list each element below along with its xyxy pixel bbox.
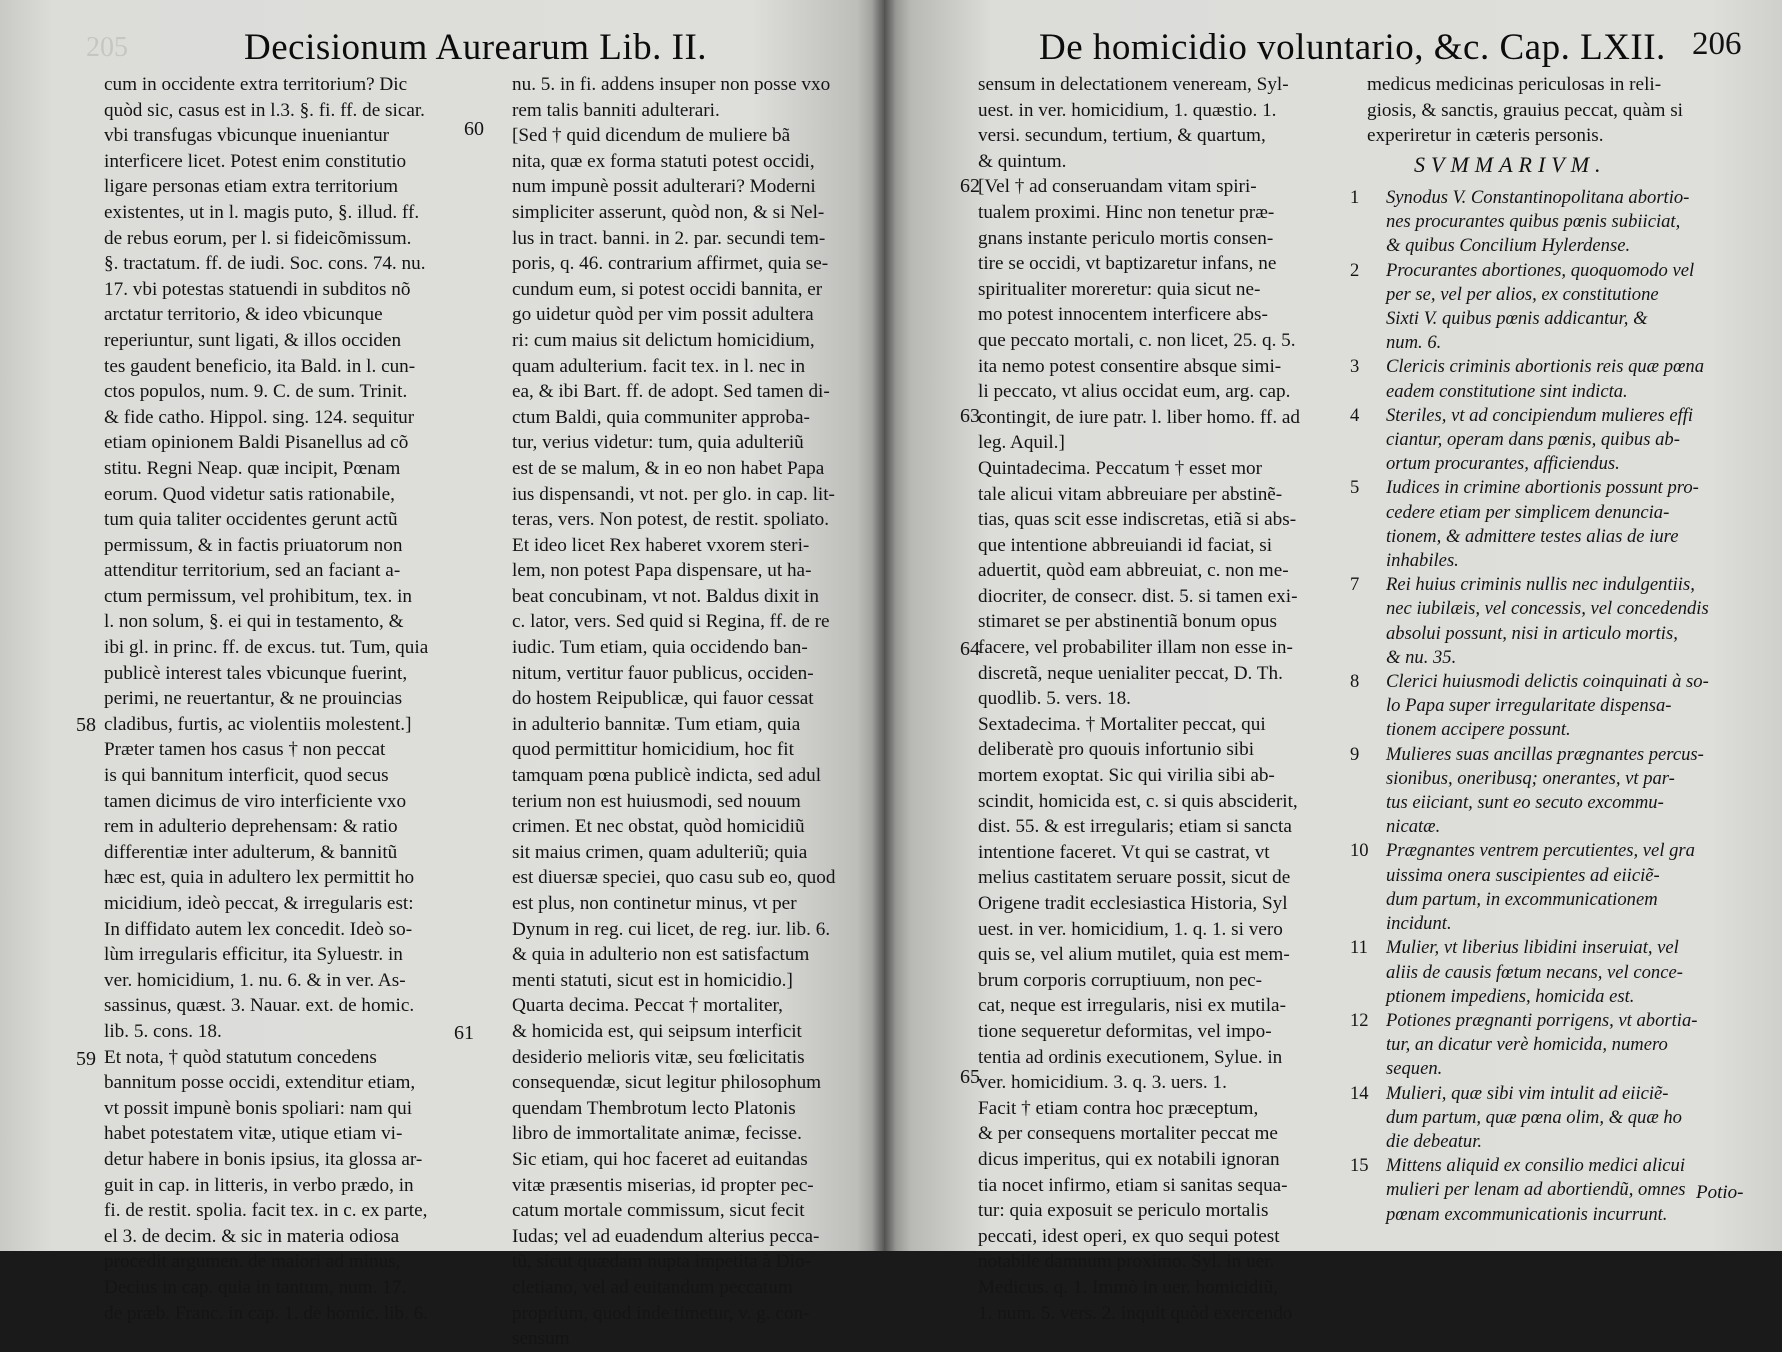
text-line: Et nota, † quòd statutum concedens [104,1046,377,1068]
text-line: poris, q. 46. contrarium affirmet, quia se- [512,253,829,275]
text-line: tias, quas scit esse indiscretas, etiã si abs- [978,509,1297,531]
summary-item [1350,1082,1730,1155]
summary-line: Iudices in crimine abortionis possunt pro- [1386,477,1699,499]
text-line: sit maius crimen, quam adulteriũ; quia [512,841,808,863]
summary-line: lo Papa super irregularitate dispensa- [1386,695,1672,717]
text-line: arctatur territorio, & ideo vbicunque [104,304,383,326]
text-line: detur habere in bonis ipsius, ita glossa ar- [104,1148,423,1170]
summary-item-number: 3 [1350,356,1360,378]
text-line: in adulterio bannitæ. Tum etiam, quia [512,713,801,735]
gutter-shadow [872,0,896,1251]
text-line: Quintadecima. Peccatum † esset mor [978,457,1262,479]
summary-line: Synodus V. Constantinopolitana abortio- [1386,187,1690,208]
text-line: & fide catho. Hippol. sing. 124. sequitur [104,406,415,428]
text-line: rem talis banniti adulterari. [512,99,720,121]
text-line: is qui bannitum interficit, quod secus [104,765,389,787]
text-line: consequendæ, sicut legitur philosophum [512,1072,822,1094]
margin-number: 59 [76,1048,96,1070]
summary-line: aliis de causis fœtum necans, vel conce- [1386,961,1683,983]
text-line: procedit argumen. de maiori ad minus, [104,1251,401,1273]
text-line: ver. homicidium, 1. nu. 6. & in ver. As- [104,969,406,991]
summary-item-number: 15 [1350,1155,1369,1177]
summary-item-number: 1 [1350,187,1360,208]
text-line: interficere licet. Potest enim constitutio [104,150,407,172]
text-line: que intentione abbreuiandi id faciat, si [978,534,1273,556]
text-line: ius dispensandi, vt not. per glo. in cap. lit- [512,483,835,505]
text-line: eorum. Quod videtur satis rationabile, [104,483,395,505]
text-line: go uidetur quòd per vim possit adultera [512,304,814,326]
margin-number: 65 [960,1066,980,1088]
text-line: medicus medicinas periculosas in reli- [1367,74,1662,95]
text-line: Decius in cap. quia in tantum, num. 17. [104,1276,407,1298]
text-line: terium non est huiusmodi, sed nouum [512,790,801,812]
summary-line: Potiones prægnanti porrigens, vt abortia- [1386,1009,1698,1031]
text-line: ibi gl. in princ. ff. de excus. tut. Tum, quia [104,637,429,659]
right-running-head: De homicidio voluntario, &c. Cap. LXII. [1039,27,1666,68]
text-line: ctum permissum, vel prohibitum, tex. in [104,585,413,607]
text-line: vitæ præsentis miserias, id propter pec- [512,1174,814,1196]
summary-line: Mulier, vt liberius libidini inseruiat, vel [1386,937,1679,959]
summary-title: SVMMARIVM. [1414,152,1607,177]
summary-line: Rei huius criminis nullis nec indulgentiis, [1386,574,1695,596]
summary-item [1350,1154,1730,1227]
text-line: tur: quia exposuit se periculo mortalis [978,1200,1269,1222]
summary-line: Clericis criminis abortionis reis quæ pœna [1386,356,1705,378]
text-line: Et ideo licet Rex haberet vxorem steri- [512,534,810,556]
text-line: crimen. Et nec obstat, quòd homicidiũ [512,816,805,838]
summary-line: dum partum, in excommunicationem [1386,888,1658,910]
text-line: tualem proximi. Hinc non tenetur præ- [978,201,1275,223]
text-line: rem in adulterio deprehensam: & ratio [104,816,398,838]
text-line: & per consequens mortaliter peccat me [978,1123,1278,1145]
summary-item [1350,839,1730,936]
text-line: teras, vers. Non potest, de restit. spoliato. [512,509,830,531]
left-page [0,0,884,1350]
margin-number: 64 [960,638,980,660]
summary-line: Procurantes abortiones, quoquomodo vel [1386,259,1695,281]
text-line: tur, verius videtur: tum, quia adulteriũ [512,432,804,454]
text-line: ver. homicidium. 3. q. 3. uers. 1. [978,1072,1227,1094]
text-line: uest. in ver. homicidium, 1. q. 1. si vero [978,918,1283,940]
summary-line: Steriles, vt ad concipiendum mulieres effi [1386,404,1694,426]
text-line: cundum eum, si potest occidi bannita, er [512,278,823,300]
text-line: publicè interest tales vbicunque fuerint, [104,662,408,684]
summary-line: sequen. [1386,1058,1443,1080]
text-line: nitum, vertitur fauor publicus, occiden- [512,662,814,684]
summary-item-number: 4 [1350,404,1360,426]
text-line: habet potestatem vitæ, utique etiam vi- [104,1123,403,1145]
text-line: differentiæ inter adulterum, & bannitũ [104,841,398,863]
summary-line: ortum procurantes, afficiendus. [1386,453,1620,475]
summary-item [1350,404,1730,477]
text-line: simpliciter asserunt, quòd non, & si Nel- [512,201,825,223]
text-line: quodlib. 5. vers. 18. [978,688,1131,710]
left-column-2 [512,72,836,1352]
text-line: [Vel † ad conseruandam vitam spiri- [978,176,1257,198]
text-line: lùm irregularis efficitur, ita Syluestr. in [104,944,403,966]
right-column-2 [1367,72,1729,149]
text-line: diocriter, de consecr. dist. 5. si tamen exi- [978,585,1298,607]
text-line: beat concubinam, vt not. Baldus dixit in [512,585,819,607]
right-page [884,0,1782,1324]
text-line: Origene tradit ecclesiastica Historia, Syl [978,893,1288,914]
text-line: Sextadecima. † Mortaliter peccat, qui [978,713,1266,735]
summary-item [1350,936,1730,1009]
summary-line: mulieri per lenam ad abortiendũ, omnes [1386,1179,1686,1201]
text-line: sensum [512,1328,570,1350]
text-line: desiderio melioris vitæ, seu fœlicitatis [512,1046,805,1068]
text-line: 1. num. 5. vers. 2. inquit quòd exercendo [978,1302,1293,1324]
text-line: notabile damnum proximo. Syl. in uer. [978,1251,1275,1273]
left-running-head: Decisionum Aurearum Lib. II. [244,27,708,68]
text-line: tione sequeretur deformitas, vel impo- [978,1020,1272,1042]
text-line: tum quia taliter occidentes gerunt actũ [104,509,398,531]
text-line: lem, non potest Papa dispensare, ut ha- [512,560,812,582]
summary-line: die debeatur. [1386,1130,1483,1152]
summary-line: nec iubilæis, vel concessis, vel concedendis [1386,598,1709,620]
text-line: Præter tamen hos casus † non peccat [104,739,386,761]
right-column-1 [978,72,1322,1326]
summary-item [1350,670,1730,743]
text-line: melius castitatem seruare possit, sicut de [978,867,1291,889]
text-line: l. non solum, §. ei qui in testamento, & [104,611,404,633]
text-line: de rebus eorum, per l. si fideicõmissum. [104,227,412,249]
text-line: & quia in adulterio non est satisfactum [512,944,810,966]
text-line: menti statuti, sicut est in homicidio.] [512,969,793,991]
summary-item-number: 14 [1350,1082,1369,1104]
text-line: ri: cum maius sit delictum homicidium, [512,329,815,351]
text-line: nu. 5. in fi. addens insuper non posse vxo [512,74,831,95]
text-line: facere, vel probabiliter illam non esse in- [978,637,1293,659]
left-column-1 [104,72,444,1326]
text-line: tia nocet infirmo, etiam si sanitas sequa- [978,1174,1288,1196]
text-line: spiritualiter moreretur: quia sicut ne- [978,278,1261,300]
text-line: hæc est, quia in adultero lex permittit ho [104,867,415,889]
text-line: existentes, ut in l. magis puto, §. illud. ff. [104,201,420,223]
summary-item [1350,476,1730,573]
text-line: & homicida est, qui seipsum interficit [512,1020,802,1042]
summary-line: Sixti V. quibus pœnis addicantur, & [1386,308,1648,330]
text-line: proprium, quod inde timetur, v. g. con- [512,1302,810,1324]
text-line: stitu. Regni Neap. quæ incipit, Pœnam [104,457,401,479]
text-line: cat, neque est irregularis, nisi ex mutila- [978,995,1286,1017]
summary-line: Mulieres suas ancillas prægnantes percus- [1386,743,1704,765]
text-line: experiretur in cæteris personis. [1367,125,1604,147]
summary-line: per se, vel per alios, ex constitutione [1386,283,1659,305]
text-line: de præb. Franc. in cap. 1. de homic. lib. 6. [104,1302,428,1324]
margin-number: 58 [76,714,96,736]
text-line: giosis, & sanctis, grauius peccat, quàm si [1367,99,1684,121]
summary-line: eadem constitutione sint indicta. [1386,380,1628,402]
text-line: mortem exoptat. Sic qui virilia sibi ab- [978,765,1275,787]
text-line: aduertit, quòd eam abbreuiat, c. non me- [978,560,1289,582]
summary-item-number: 11 [1350,937,1368,959]
text-line: stimaret se per abstinentiã bonum opus [978,611,1277,633]
summary-line: uissima onera suscipientes ad eiiciẽ- [1386,864,1660,886]
text-line: §. tractatum. ff. de iudi. Soc. cons. 74. nu. [104,253,426,275]
catchword: Potio- [1696,1182,1744,1203]
text-line: leg. Aquil.] [978,432,1065,454]
text-line: attenditur territorium, sed an faciant a- [104,560,401,582]
summary-item [1350,186,1730,259]
text-line: peccati, idest operi, ex quo sequi potest [978,1225,1280,1247]
summary-line: num. 6. [1386,332,1442,354]
text-line: tale alicui vitam abbreuiare per abstinẽ- [978,483,1283,505]
text-line: In diffidato autem lex concedit. Ideò so- [104,918,413,940]
text-line: Iudas; vel ad euadendum alterius pecca- [512,1225,820,1247]
summary-line: nicatæ. [1386,816,1441,838]
margin-number: 62 [960,175,980,197]
text-line: quendam Thembrotum lecto Platonis [512,1097,796,1119]
text-line: intentione faceret. Vt qui se castrat, vt [978,841,1270,863]
text-line: el 3. de decim. & sic in materia odiosa [104,1225,400,1247]
text-line: Sic etiam, qui hoc faceret ad euitandas [512,1148,808,1170]
text-line: 17. vbi potestas statuendi in subditos nõ [104,278,411,300]
page-number: 206 [1692,26,1742,62]
summary-item [1350,743,1730,840]
text-line: est plus, non continetur minus, vt per [512,893,797,914]
text-line: dist. 55. & est irregularis; etiam si sancta [978,816,1292,838]
summary-item-number: 9 [1350,743,1360,765]
text-line: Quarta decima. Peccat † mortaliter, [512,995,783,1017]
text-line: versi. secundum, tertium, & quartum, [978,125,1266,147]
margin-number: 63 [960,405,980,427]
summary-line: ptionem impediens, homicida est. [1386,985,1635,1007]
text-line: c. lator, vers. Sed quid si Regina, ff. de re [512,611,830,633]
text-line: vbi transfugas vbicunque inueniantur [104,125,390,147]
summary-line: dum partum, quæ pœna olim, & quæ ho [1386,1106,1682,1128]
text-line: scindit, homicida est, c. si quis absciderit, [978,790,1298,812]
text-line: ita nemo potest consentire absque simi- [978,355,1282,377]
text-line: cladibus, furtis, ac violentiis molestent.] [104,713,412,735]
summary-line: nes procurantes quibus pœnis subiiciat, [1386,211,1681,233]
text-line: quam adulterium. facit tex. in l. nec in [512,355,806,377]
text-line: mo potest innocentem interficere abs- [978,304,1268,326]
text-line: catum mortale commissum, sicut fecit [512,1200,805,1222]
summary-line: Mittens aliquid ex consilio medici alicui [1386,1155,1685,1177]
text-line: gnans instante periculo mortis consen- [978,227,1274,249]
text-line: uest. in ver. homicidium, 1. quæstio. 1. [978,99,1277,121]
margin-number: 60 [464,118,484,140]
summary-line: sionibus, oneribusq; onerantes, vt par- [1386,767,1675,789]
summary-line: cedere etiam per simplicem denuncia- [1386,501,1670,523]
text-line: sassinus, quæst. 3. Nauar. ext. de homic. [104,995,415,1017]
text-line: lus in tract. banni. in 2. par. secundi tem- [512,227,826,249]
text-line: ctum Baldi, quia communiter approba- [512,406,810,428]
summary-item-number: 12 [1350,1009,1369,1031]
summary-line: absolui possunt, nisi in articulo mortis, [1386,622,1678,644]
text-line: dicus imperitus, qui ex notabili ignoran [978,1148,1280,1170]
text-line: ligare personas etiam extra territorium [104,176,399,198]
text-line: reperiuntur, sunt ligati, & illos occiden [104,329,402,351]
text-line: permissum, & in factis priuatorum non [104,534,403,556]
bleed-through-text: 205 [86,32,128,63]
text-line: Medicus. q. 1. Immò in uer. homicidiũ, [978,1276,1279,1298]
text-line: micidium, ideò peccat, & irregularis est: [104,893,414,914]
text-line: ctos populos, num. 9. C. de sum. Trinit. [104,381,408,403]
text-line: guit in cap. in litteris, in verbo prædo, in [104,1174,414,1196]
text-line: contingit, de iure patr. l. liber homo. ff. ad [978,406,1301,428]
summary-line: Clerici huiusmodi delictis coinquinati à so- [1386,671,1709,693]
text-line: brum corporis corruptiuum, non pec- [978,969,1263,991]
text-line: nita, quæ ex forma statuti potest occidi, [512,150,815,172]
summary-line: & quibus Concilium Hylerdense. [1386,235,1631,257]
text-line: bannitum posse occidi, extenditur etiam, [104,1072,416,1094]
text-line: est diuersæ speciei, quo casu sub eo, quod [512,867,836,889]
text-line: fi. de restit. spolia. facit tex. in c. ex parte, [104,1200,428,1222]
text-line: que peccato mortali, c. non licet, 25. q. 5. [978,329,1296,351]
text-line: Facit † etiam contra hoc præceptum, [978,1097,1259,1119]
text-line: cletiano, vel ad euitandum peccatum [512,1276,793,1298]
text-line: tũ, sicut quædam nupta impetita à Dio- [512,1251,811,1273]
text-line: quòd sic, casus est in l.3. §. fi. ff. de sicar. [104,99,425,121]
summary-item-number: 5 [1350,477,1360,499]
text-line: Dynum in reg. cui licet, de reg. iur. lib. 6. [512,918,831,940]
summary-line: tionem accipere possunt. [1386,719,1571,741]
text-line: [Sed † quid dicendum de muliere bã [512,125,791,147]
text-line: quis se, vel alium mutilet, quia est mem- [978,944,1290,966]
text-line: tentia ad ordinis executionem, Sylue. in [978,1046,1283,1068]
text-line: li peccato, vt alius occidat eum, arg. cap. [978,381,1291,403]
summary-line: tus eiiciant, sunt eo secuto excommu- [1386,792,1664,814]
summary-item [1350,355,1730,403]
margin-number: 61 [454,1022,474,1044]
text-line: deliberatè pro quouis infortunio sibi [978,739,1255,761]
text-line: libro de immortalitate animæ, fecisse. [512,1123,802,1145]
text-line: tamen dicimus de viro interficiente vxo [104,790,407,812]
summary-line: tionem, & admittere testes alias de iure [1386,525,1679,547]
text-line: tamquam pœna publicè indicta, sed adul [512,765,822,787]
summary-line: incidunt. [1386,913,1452,935]
text-line: tire se occidi, vt baptizaretur infans, ne [978,253,1277,275]
text-line: quod permittitur homicidium, hoc fit [512,739,794,761]
summary-line: Mulieri, quæ sibi vim intulit ad eiiciẽ- [1386,1082,1669,1104]
text-line: cum in occidente extra territorium? Dic [104,74,408,95]
text-line: ea, & ibi Bart. ff. de adopt. Sed tamen di- [512,381,830,403]
summary-item [1350,259,1730,356]
text-line: tes gaudent beneficio, ita Bald. in l. cun- [104,355,416,377]
text-line: vt possit impunè bonis spoliari: nam qui [104,1097,413,1119]
summary-line: ciantur, operam dans pœnis, quibus ab- [1386,429,1680,451]
summary-item-number: 8 [1350,671,1360,693]
text-line: & quintum. [978,150,1067,172]
summary-item [1350,573,1730,670]
text-line: discretã, neque uenialiter peccat, D. Th. [978,662,1283,684]
text-line: perimi, ne reuertantur, & ne prouincias [104,688,403,710]
text-line: num impunè possit adulterari? Moderni [512,176,816,198]
text-line: do hostem Reipublicæ, qui fauor cessat [512,688,814,710]
summary-line: tur, an dicatur verè homicida, numero [1386,1034,1668,1056]
summary-line: pœnam excommunicationis incurrunt. [1386,1203,1668,1225]
summary-line: inhabiles. [1386,550,1459,572]
text-line: lib. 5. cons. 18. [104,1020,222,1042]
summary-line: Prægnantes ventrem percutientes, vel gra [1386,840,1695,862]
text-line: etiam opinionem Baldi Pisanellus ad cõ [104,432,409,454]
summary-item [1350,1009,1730,1082]
summary-item-number: 10 [1350,840,1369,862]
summary-item-number: 7 [1350,574,1360,596]
text-line: iudic. Tum etiam, quia occidendo ban- [512,637,808,659]
text-line: est de se malum, & in eo non habet Papa [512,457,825,479]
summary-line: & nu. 35. [1386,646,1457,668]
summary-item-number: 2 [1350,259,1360,281]
summary-list [1350,186,1730,1227]
text-line: sensum in delectationem veneream, Syl- [978,74,1289,95]
